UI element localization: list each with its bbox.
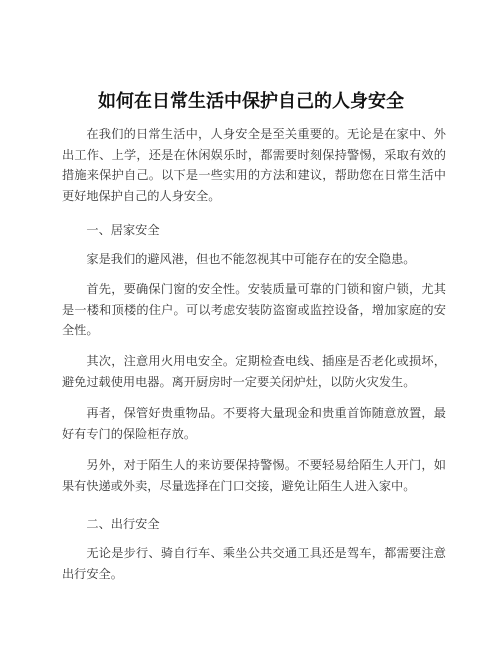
paragraph-valuables: 再者，保管好贵重物品。不要将大量现金和贵重首饰随意放置，最好有专门的保险柜存放。 [62, 406, 446, 441]
paragraph-fire-electric: 其次，注意用火用电安全。定期检查电线、插座是否老化或损坏，避免过载使用电器。离开厨房时一定要关闭炉灶，以防火灾发生。 [62, 354, 446, 389]
paragraph-travel-intro: 无论是步行、骑自行车、乘坐公共交通工具还是驾车，都需要注意出行安全。 [62, 546, 446, 581]
page-title: 如何在日常生活中保护自己的人身安全 [98, 91, 404, 112]
paragraph-doors-windows: 首先，要确保门窗的安全性。安装质量可靠的门锁和窗户锁，尤其是一楼和顶楼的住户。可以考虑安装防盗窗或监控设备，增加家庭的安全性。 [62, 282, 446, 337]
section-heading-home-safety: 一、居家安全 [86, 223, 160, 237]
intro-paragraph: 在我们的日常生活中，人身安全是至关重要的。无论是在家中、外出工作、上学，还是在休闲娱乐时，都需要时刻保持警惕，采取有效的措施来保护自己。以下是一些实用的方法和建议，帮助您在日常生活中更好地保护自己的人身安全。 [62, 127, 446, 203]
section-heading-travel-safety: 二、出行安全 [86, 517, 160, 531]
paragraph-strangers: 另外，对于陌生人的来访要保持警惕。不要轻易给陌生人开门，如果有快递或外卖，尽量选择在门口交接，避免让陌生人进入家中。 [62, 458, 446, 493]
paragraph-home-intro: 家是我们的避风港，但也不能忽视其中可能存在的安全隐患。 [86, 252, 416, 266]
